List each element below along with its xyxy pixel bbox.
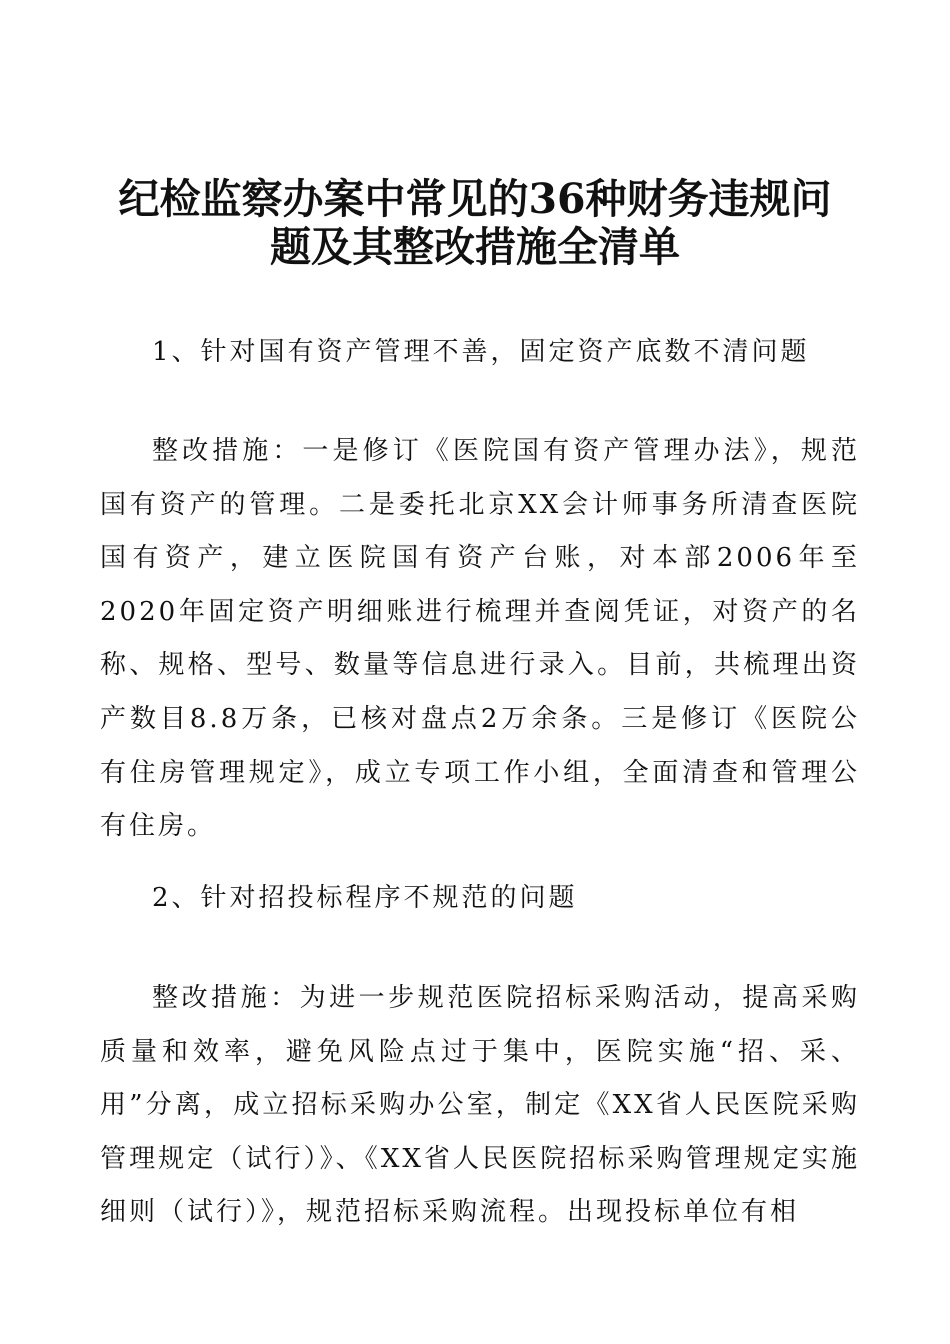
- document-title-line-2: 题及其整改措施全清单: [270, 223, 680, 271]
- section-2-heading: 2、针对招投标程序不规范的问题: [152, 883, 578, 913]
- section-1-heading: 1、针对国有资产管理不善，固定资产底数不清问题: [152, 337, 810, 367]
- document-title-line-1: 纪检监察办案中常见的36种财务违规问: [118, 175, 832, 223]
- section-2-body: 整改措施：为进一步规范医院招标采购活动，提高采购质量和效率，避免风险点过于集中，医院实施“招、采、用”分离，成立招标采购办公室，制定《XX省人民医院采购管理规定（试行）》、《XX省人民医院招标采购管理规定实施细则（试行）》，规范招标采购流程。出现投标单位有相: [100, 983, 860, 1228]
- section-1-body: 整改措施：一是修订《医院国有资产管理办法》，规范国有资产的管理。二是委托北京XX会计师事务所清查医院国有资产，建立医院国有资产台账，对本部2006年至2020年固定资产明细账进行梳理并查阅凭证，对资产的名称、规格、型号、数量等信息进行录入。目前，共梳理出资产数目8.8万条，已核对盘点2万余条。三是修订《医院公有住房管理规定》，成立专项工作小组，全面清查和管理公有住房。: [100, 436, 860, 842]
